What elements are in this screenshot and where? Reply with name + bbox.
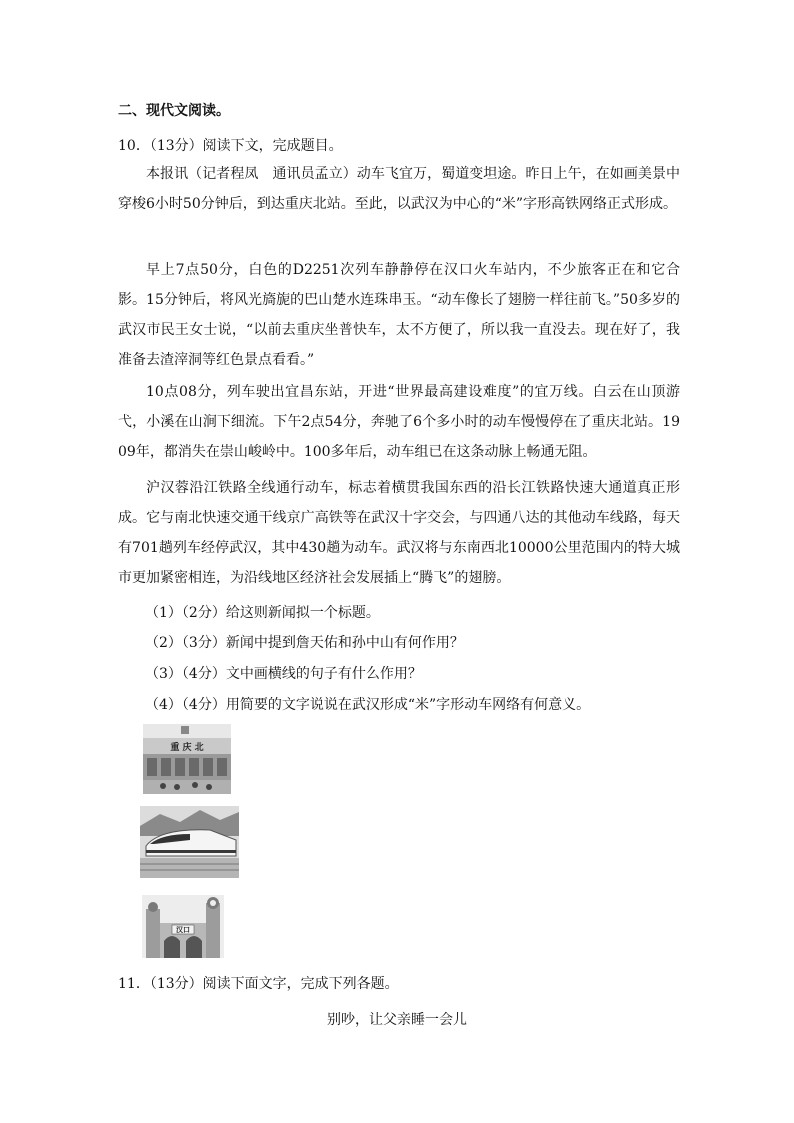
hankou-station-sign: 汉口 [176,926,190,934]
article-paragraph-3: 10点08分，列车驶出宜昌东站，开进“世界最高建设难度”的宜万线。白云在山顶游弋，小溪在山涧下细流。下午2点54分，奔驰了6个多小时的动车慢慢停在了重庆北站。1909年，都消失在崇山峻岭中。100多年后，动车组已在这条动脉上畅通无阻。 [118,384,680,460]
article-paragraph-4: 沪汉蓉沿江铁路全线通行动车，标志着横贯我国东西的沿长江铁路快速大通道真正形成。它与南北快速交通干线京广高铁等在武汉十字交会，与四通八达的其他动车线路，每天有701趟列车经停武汉，其中430趟为动车。武汉将与东南西北10000公里范围内的特大城市更加紧密相连，为沿线地区经济社会发展插上“腾飞”的翅膀。 [118,480,680,586]
high-speed-train-photo [140,806,239,878]
sub-question-4: （4）（4分）用简要的文字说说在武汉形成“米”字形动车网络有何意义。 [145,697,591,713]
section-title: 二、现代文阅读。 [118,103,230,119]
sub-question-2: （2）（3分）新闻中提到詹天佑和孙中山有何作用？ [145,635,464,651]
sub-question-1: （1）（2分）给这则新闻拟一个标题。 [145,605,380,621]
hankou-station-photo [142,895,224,958]
chongqing-station-sign: 重 庆 北 [170,743,204,753]
question-10-heading: 10．（13分）阅读下文，完成题目。 [118,138,343,154]
article-paragraph-1: 本报讯（记者程凤 通讯员孟立）动车飞宜万，蜀道变坦途。昨日上午，在如画美景中穿梭6小时50分钟后，到达重庆北站。至此，以武汉为中心的“米”字形高铁网络正式形成。 [118,166,680,212]
article-title: 别吵，让父亲睡一会儿 [327,1012,467,1028]
article-paragraph-2: 早上7点50分，白色的D2251次列车静静停在汉口火车站内，不少旅客正在和它合影。15分钟后，将风光旖旎的巴山楚水连珠串玉。“动车像长了翅膀一样往前飞。”50多岁的武汉市民王女士说，“以前去重庆坐普快车，太不方便了，所以我一直没去。现在好了，我准备去渣滓洞等红色景点看看。” [118,262,680,368]
question-11-heading: 11．（13分）阅读下面文字，完成下列各题。 [118,976,399,992]
sub-question-3: （3）（4分）文中画横线的句子有什么作用？ [145,666,422,682]
chongqing-north-station-photo [143,724,231,794]
